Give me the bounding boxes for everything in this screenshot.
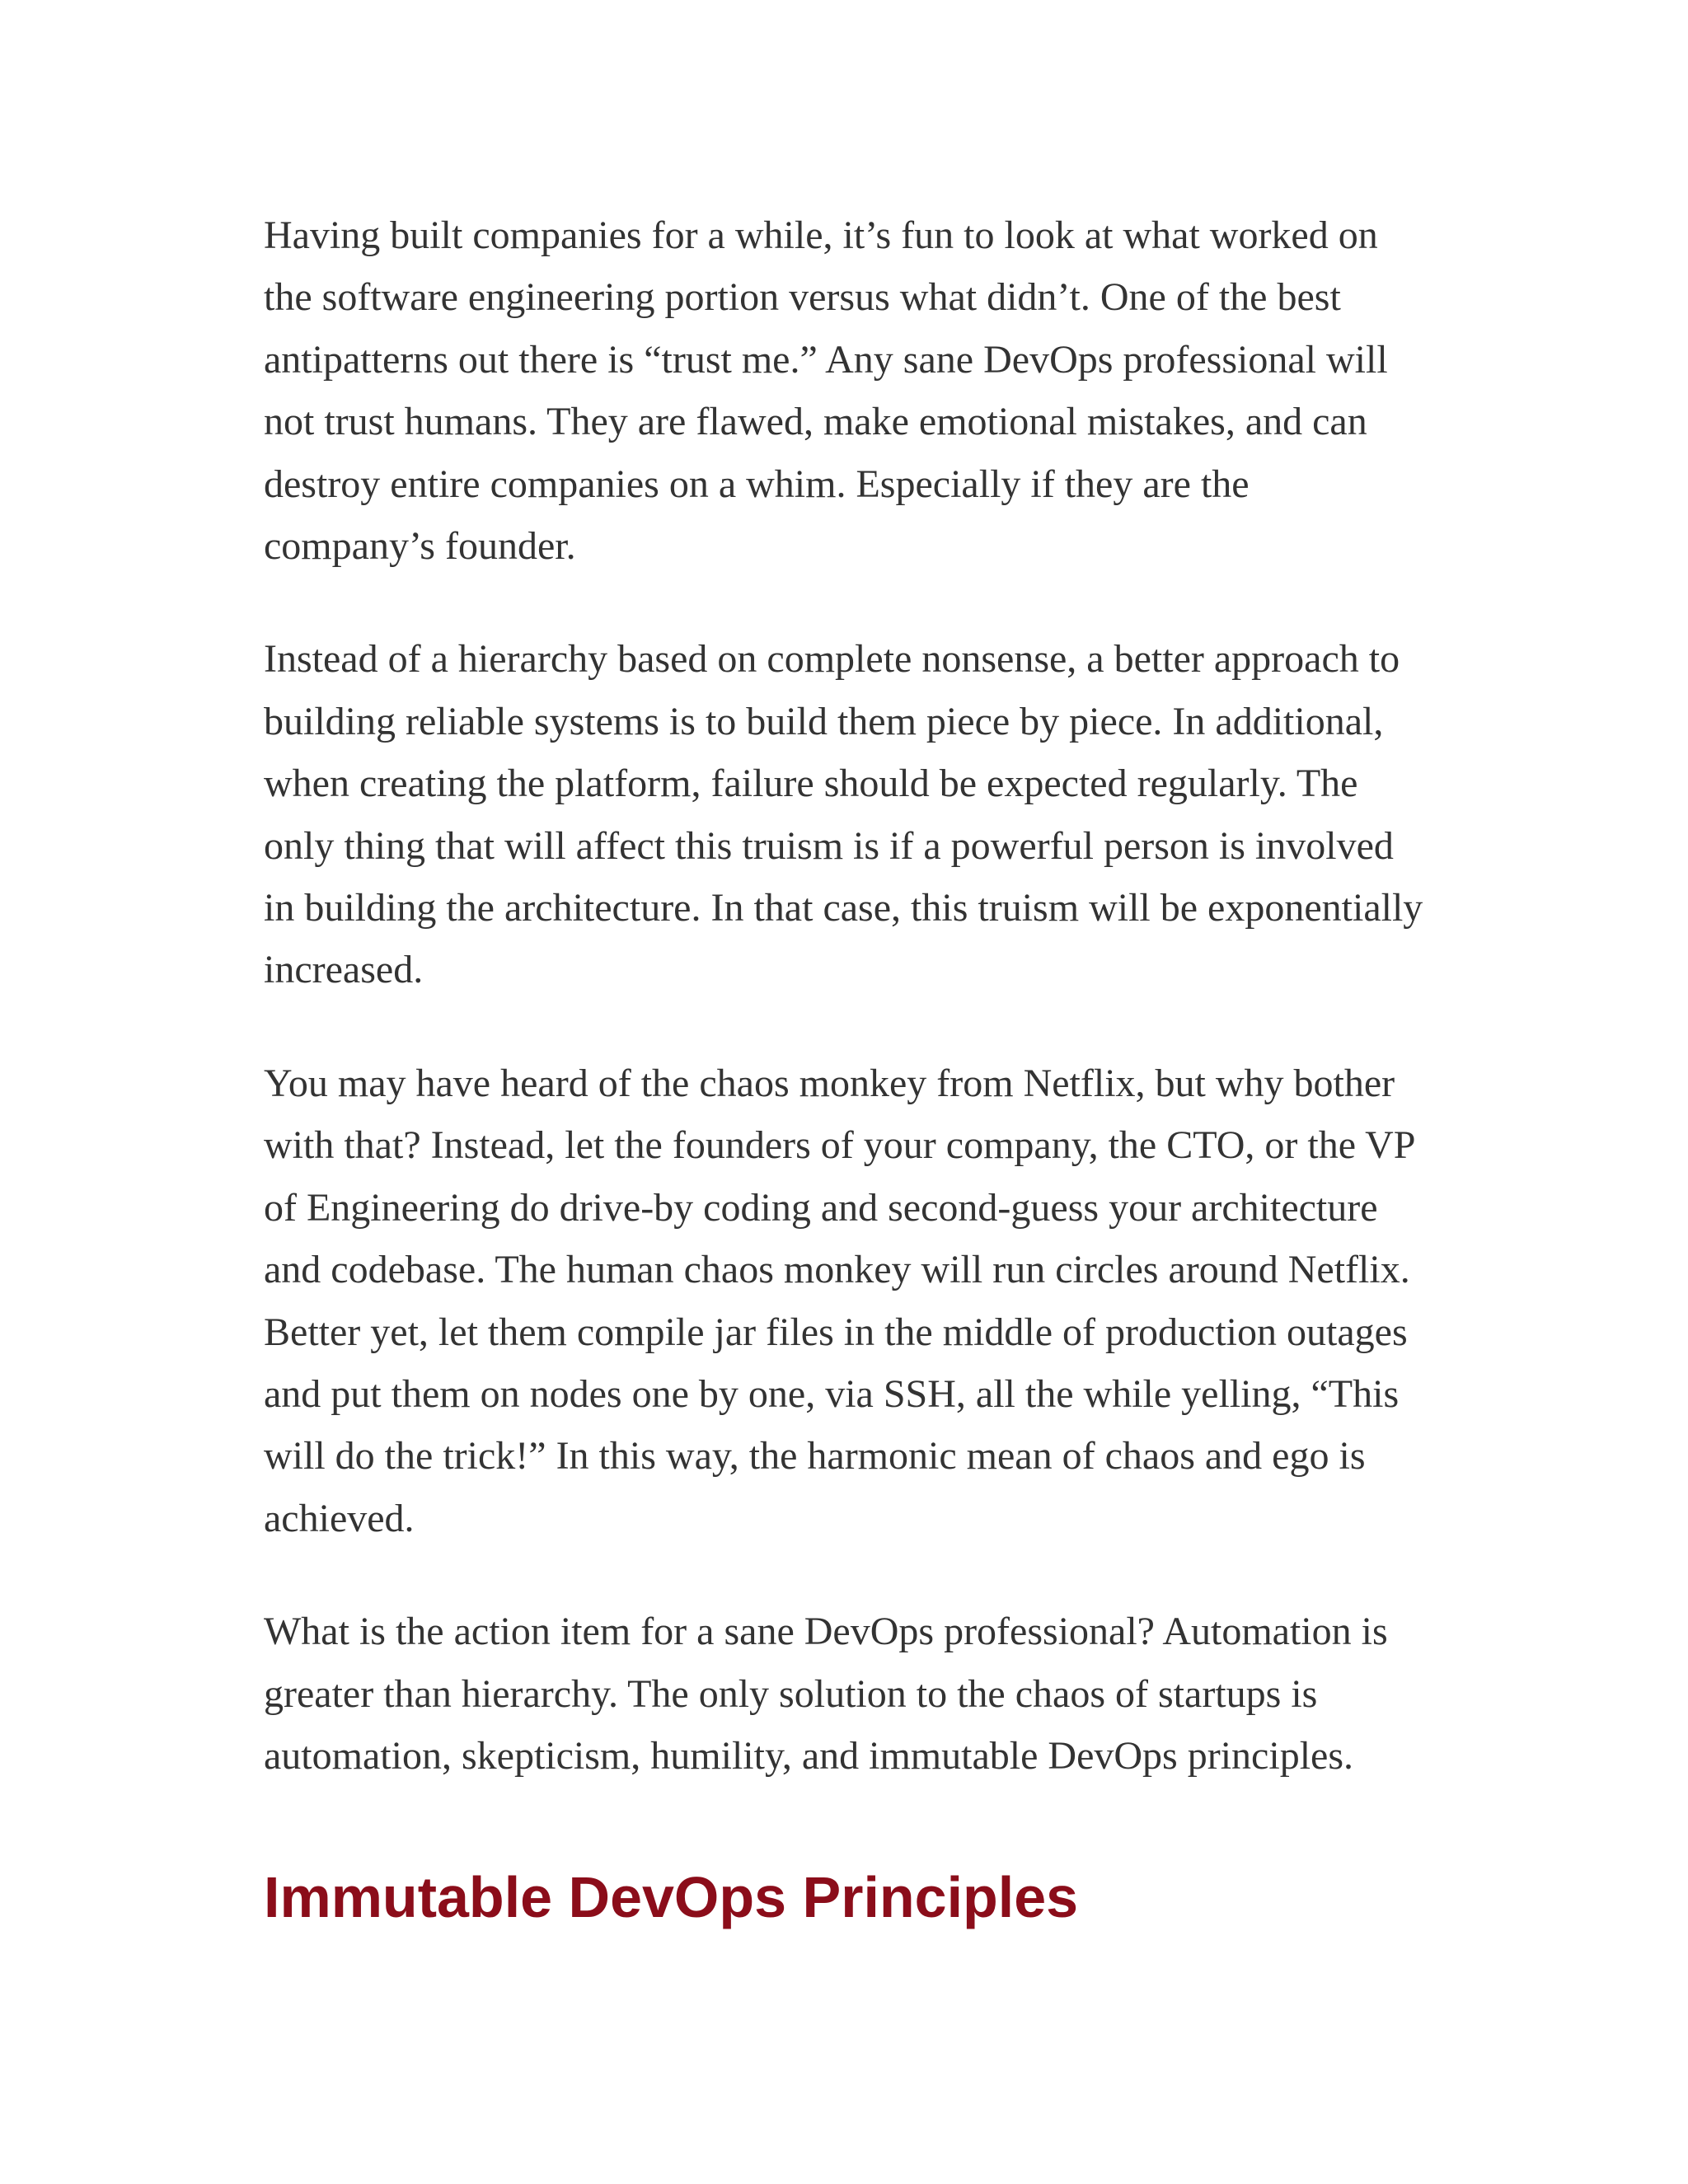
paragraph-trust-me: Having built companies for a while, it’s fun to look at what worked on the software engineering portion versus what didn’t. One of the best antipatterns out there is “trust me.” Any sane DevOps professional will not trust humans. They are flawed, make emotional mistakes, and can destroy entire companies on a whim. Especially if they are the company’s founder. [264,213,1388,569]
paragraph-chaos-monkey: You may have heard of the chaos monkey from Netflix, but why bother with that? Instead, let the founders of your company, the CTO, or the VP of Engineering do drive-by coding and second-guess your architecture and codebase. The human chaos monkey will run circles around Netflix. Better yet, let them compile jar files in the middle of production outages and put them on nodes one by one, via SSH, all the while yelling, “This will do the trick!” In this way, the harmonic mean of chaos and ego is achieved. [264,1061,1414,1540]
paragraph-reliable-systems: Instead of a hierarchy based on complete nonsense, a better approach to building reliable systems is to build them piece by piece. In additional, when creating the platform, failure should be expected regularly. The only thing that will affect this truism is if a powerful person is involved in building the architecture. In that case, this truism will be exponentially increased. [264,637,1423,992]
section-heading: Immutable DevOps Principles [264,1865,1079,1929]
article-body [264,204,1426,1787]
paragraph-action-item: What is the action item for a sane DevOps professional? Automation is greater than hierarchy. The only solution to the chaos of startups is automation, skepticism, humility, and immutable DevOps principles. [264,1610,1388,1778]
